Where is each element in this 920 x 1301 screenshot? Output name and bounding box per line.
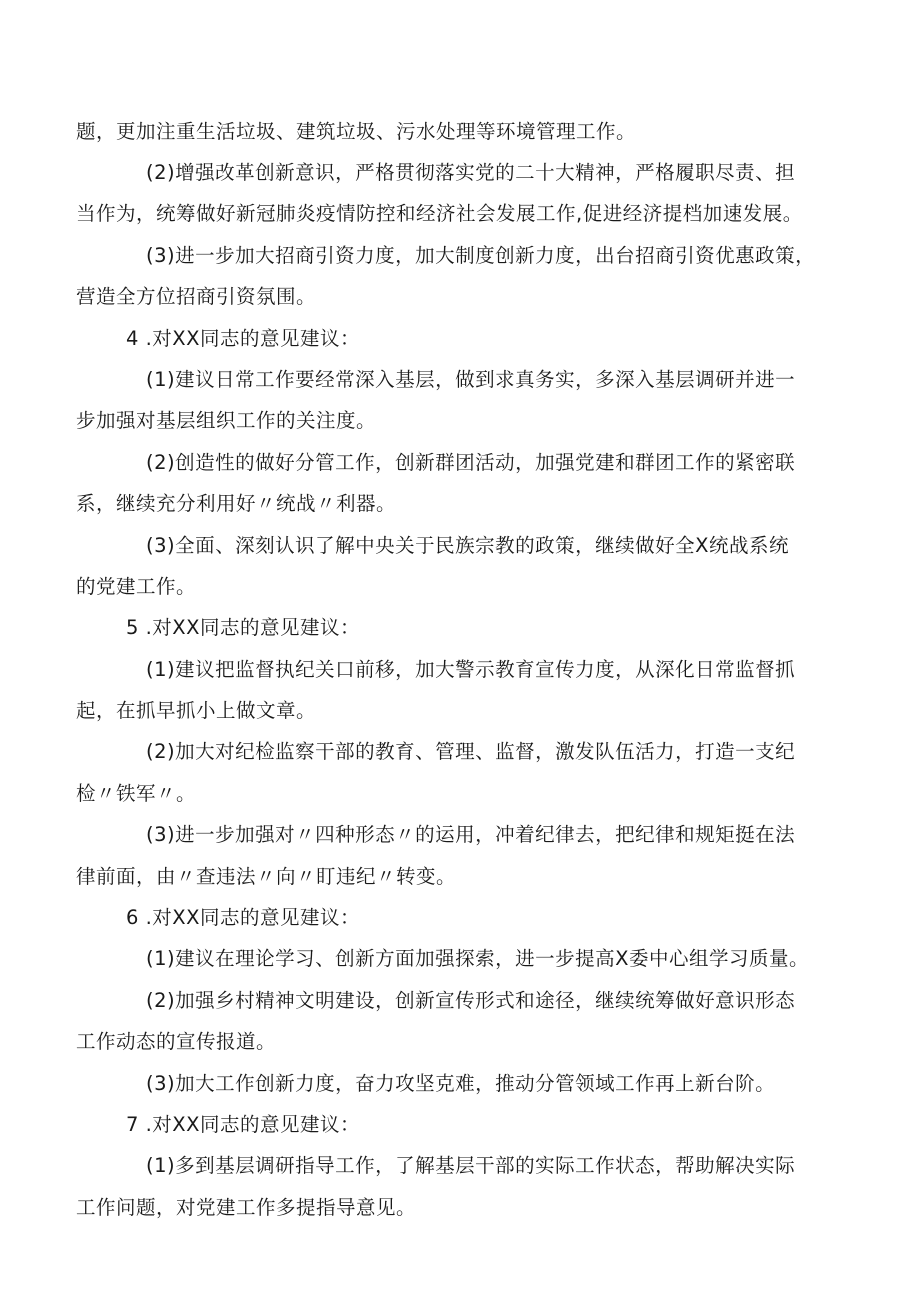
- text-line: 题，更加注重生活垃圾、建筑垃圾、污水处理等环境管理工作。: [76, 120, 637, 143]
- text-line: 营造全方位招商引资氛围。: [76, 285, 317, 308]
- text-line: (3)进一步加大招商引资力度，加大制度创新力度，出台招商引资优惠政策，: [146, 244, 816, 267]
- text-line: (1)建议把监督执纪关口前移，加大警示教育宣传力度，从深化日常监督抓: [146, 658, 796, 681]
- text-line: 当作为，统筹做好新冠肺炎疫情防控和经济社会发展工作,促进经济提档加速发展。: [76, 202, 803, 225]
- text-line: 步加强对基层组织工作的关注度。: [76, 409, 377, 432]
- section-heading: 5 .对XX同志的意见建议：: [126, 616, 361, 639]
- text-line: (2)创造性的做好分管工作，创新群团活动，加强党建和群团工作的紧密联: [146, 451, 796, 474]
- text-line: (3)加大工作创新力度，奋力攻坚克难，推动分管领域工作再上新台阶。: [146, 1072, 776, 1095]
- section-heading: 6 .对XX同志的意见建议：: [126, 906, 361, 929]
- text-line: (1)建议在理论学习、创新方面加强探索，进一步提高X委中心组学习质量。: [146, 947, 809, 970]
- text-line: (1)多到基层调研指导工作，了解基层干部的实际工作状态，帮助解决实际: [146, 1154, 796, 1177]
- section-heading: 7 .对XX同志的意见建议：: [126, 1113, 361, 1136]
- text-line: (2)增强改革创新意识，严格贯彻落实党的二十大精神，严格履职尽责、担: [146, 161, 796, 184]
- text-line: (2)加大对纪检监察干部的教育、管理、监督，激发队伍活力，打造一支纪: [146, 740, 796, 763]
- text-line: (1)建议日常工作要经常深入基层，做到求真务实，多深入基层调研并进一: [146, 368, 796, 391]
- text-line: (3)全面、深刻认识了解中央关于民族宗教的政策，继续做好全X统战系统: [146, 534, 789, 557]
- text-line: (3)进一步加强对〃四种形态〃的运用，冲着纪律去，把纪律和规矩挺在法: [146, 823, 796, 846]
- text-line: 工作动态的宣传报道。: [76, 1030, 277, 1053]
- text-line: (2)加强乡村精神文明建设，创新宣传形式和途径，继续统筹做好意识形态: [146, 989, 796, 1012]
- text-line: 律前面，由〃查违法〃向〃盯违纪〃转变。: [76, 865, 457, 888]
- text-line: 系，继续充分利用好〃统战〃利器。: [76, 492, 397, 515]
- text-line: 工作问题，对党建工作多提指导意见。: [76, 1196, 417, 1219]
- section-heading: 4 .对XX同志的意见建议：: [126, 327, 361, 350]
- text-line: 的党建工作。: [76, 575, 197, 598]
- text-line: 起，在抓早抓小上做文章。: [76, 699, 317, 722]
- text-line: 检〃铁军〃。: [76, 782, 197, 805]
